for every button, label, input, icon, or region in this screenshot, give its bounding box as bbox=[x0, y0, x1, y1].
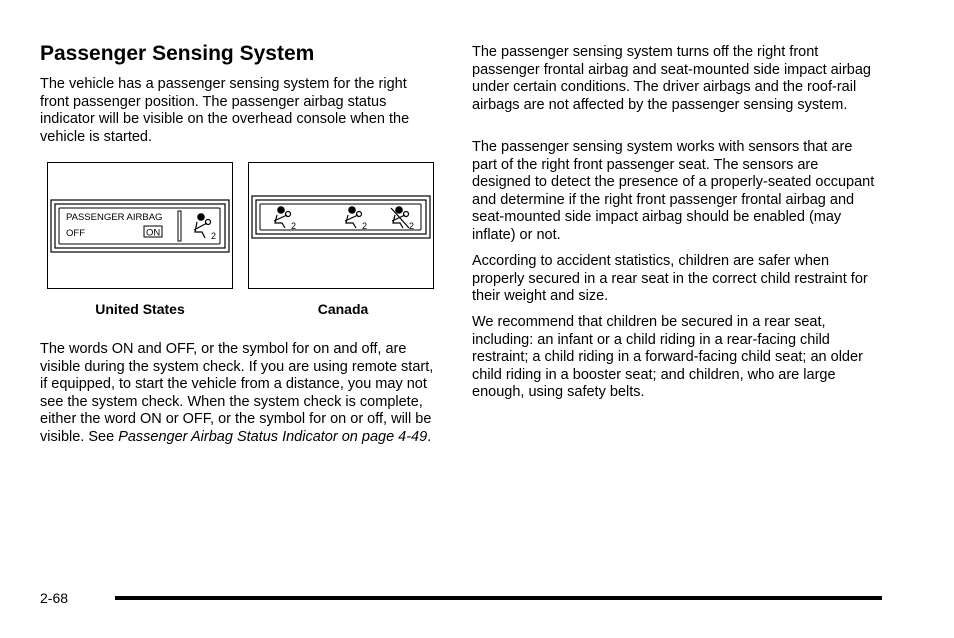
us-on-text: ON bbox=[146, 227, 161, 239]
system-check-text: The words ON and OFF, or the symbol for on and off, are visible during the system check. If you are using remote start, if equipped, to start the vehicle from a distance, you may not see the system check. When the system check is complete, either the word ON or OFF, or the symbol for on or off, will be visible. See bbox=[40, 341, 434, 445]
airbag-off-icon bbox=[391, 207, 409, 228]
canada-icon-number-2: 2 bbox=[362, 221, 368, 231]
us-indicator-figure bbox=[47, 162, 233, 289]
us-indicator-panel bbox=[48, 163, 234, 290]
us-line1-text: PASSENGER AIRBAG bbox=[66, 212, 163, 223]
right-paragraph-1: The passenger sensing system turns off the right front passenger frontal airbag and seat-mounted side impact airbag under certain conditions. The driver airbags and the roof-rail airbags are not affected by the passenger sensing system. bbox=[472, 44, 871, 113]
right-paragraph-3: According to accident statistics, children are safer when properly secured in a rear seat in the correct child restraint for their weight and size. bbox=[472, 253, 868, 305]
airbag-on-icon bbox=[274, 207, 291, 228]
intro-paragraph: The vehicle has a passenger sensing system for the right front passenger position. The passenger airbag status indicator will be visible on the overhead console when the vehicle is started. bbox=[40, 76, 410, 145]
us-caption: United States bbox=[95, 301, 185, 317]
canada-icon-number-3: 2 bbox=[409, 221, 415, 231]
us-off-text: OFF bbox=[66, 228, 85, 239]
airbag-on-icon bbox=[345, 207, 362, 228]
footer-rule bbox=[115, 596, 882, 600]
right-paragraph-2: The passenger sensing system works with sensors that are part of the right front passenger seat. The sensors are designed to detect the presence of a properly-seated occupant and determine if the right front passenger frontal airbag and seat-mounted side impact airbag should be enabled (may inflate) or not. bbox=[472, 139, 875, 243]
cross-reference-link[interactable]: Passenger Airbag Status Indicator on page 4-49 bbox=[118, 428, 428, 445]
canada-indicator-panel bbox=[249, 163, 435, 290]
us-icon-number: 2 bbox=[211, 231, 217, 241]
page-number: 2-68 bbox=[40, 590, 69, 606]
right-paragraph-4: We recommend that children be secured in a rear seat, including: an infant or a child riding in a rear-facing child restraint; a child riding in a forward-facing child seat; an older child riding in a booster seat; and children, who are large enough, using safety belts. bbox=[472, 314, 863, 401]
cross-reference-end: . bbox=[427, 428, 432, 445]
canada-indicator-figure bbox=[248, 162, 434, 289]
canada-icon-number-1: 2 bbox=[291, 221, 297, 231]
canada-caption: Canada bbox=[317, 301, 369, 317]
airbag-occupant-icon bbox=[194, 214, 211, 238]
page-title: Passenger Sensing System bbox=[40, 42, 315, 65]
system-check-paragraph bbox=[40, 341, 438, 447]
